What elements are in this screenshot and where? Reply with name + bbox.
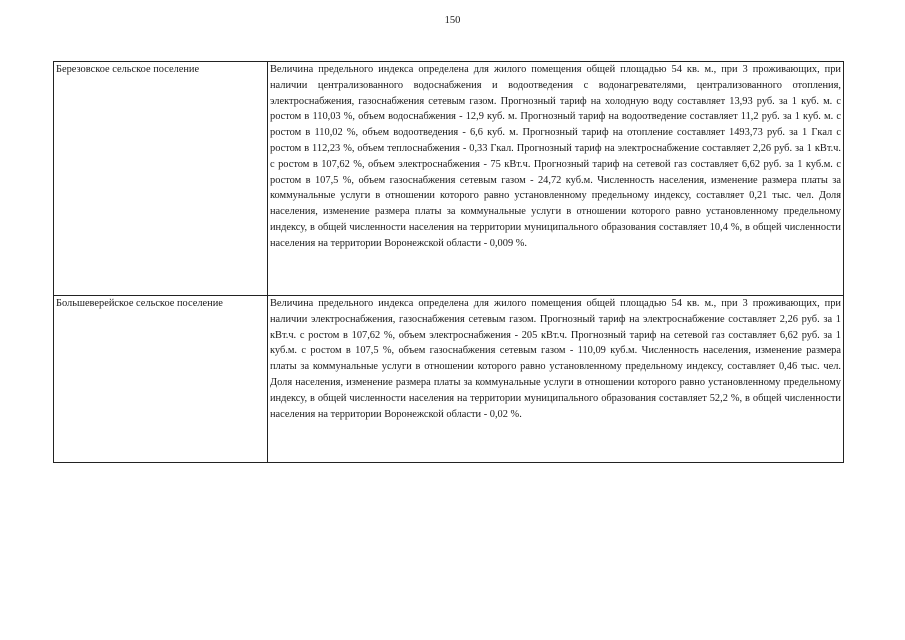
index-description-cell: Величина предельного индекса определена для жилого помещения общей площадью 54 кв. м., при 3 проживающих, при наличии электроснабжения, газоснабжения сетевым газом. Прогнозный тариф на электроснабжение составляет 2,26 руб. за 1 кВт.ч. с ростом в 107,62 %, объем электроснабжения - 205 кВт.ч. Прогнозный тариф на сетевой газ составляет 6,62 руб. за 1 куб.м. с ростом в 107,5 %, объем газоснабжения сетевым газом - 110,09 куб.м. Численность населения, изменение размера платы за коммунальные услуги в отношении которого равно установленному предельному индексу, составляет 0,46 тыс. чел. Доля населения, изменение размера платы за коммунальные услуги в отношении которого равно установленному предельному индексу, в общей численности населения на территории муниципального образования составляет 52,2 %, в общей численности населения на территории Воронежской области - 0,02 %. <box>268 296 844 463</box>
page-number: 150 <box>444 15 461 26</box>
settlement-name-cell: Березовское сельское поселение <box>54 62 268 296</box>
table-row <box>54 62 844 296</box>
settlement-name-cell: Большеверейское сельское поселение <box>54 296 268 463</box>
settlements-table <box>53 61 844 463</box>
table-row <box>54 296 844 463</box>
index-description-cell: Величина предельного индекса определена для жилого помещения общей площадью 54 кв. м., при 3 проживающих, при наличии централизованного водоснабжения и водоотведения с водонагревателями, централизованного отопления, электроснабжения, газоснабжения сетевым газом. Прогнозный тариф на холодную воду составляет 13,93 руб. за 1 куб. м. с ростом в 110,03 %, объем водоснабжения - 12,9 куб. м. Прогнозный тариф на водоотведение составляет 11,2 руб. за 1 куб. м. с ростом в 110,02 %, объем водоотведения - 6,6 куб. м. Прогнозный тариф на отопление составляет 1493,73 руб. за 1 Гкал с ростом в 112,23 %, объем теплоснабжения - 0,33 Гкал. Прогнозный тариф на электроснабжение составляет 2,26 руб. за 1 кВт.ч. с ростом в 107,62 %, объем электроснабжения - 75 кВт.ч. Прогнозный тариф на сетевой газ составляет 6,62 руб. за 1 куб.м. с ростом в 107,5 %, объем газоснабжения сетевым газом - 24,72 куб.м. Численность населения, изменение размера платы за коммунальные услуги в отношении которого равно установленному предельному индексу, составляет 0,21 тыс. чел. Доля населения, изменение размера платы за коммунальные услуги в отношении которого равно установленному предельному индексу, в общей численности населения на территории муниципального образования составляет 10,4 %, в общей численности населения на территории Воронежской области - 0,009 %. <box>268 62 844 296</box>
